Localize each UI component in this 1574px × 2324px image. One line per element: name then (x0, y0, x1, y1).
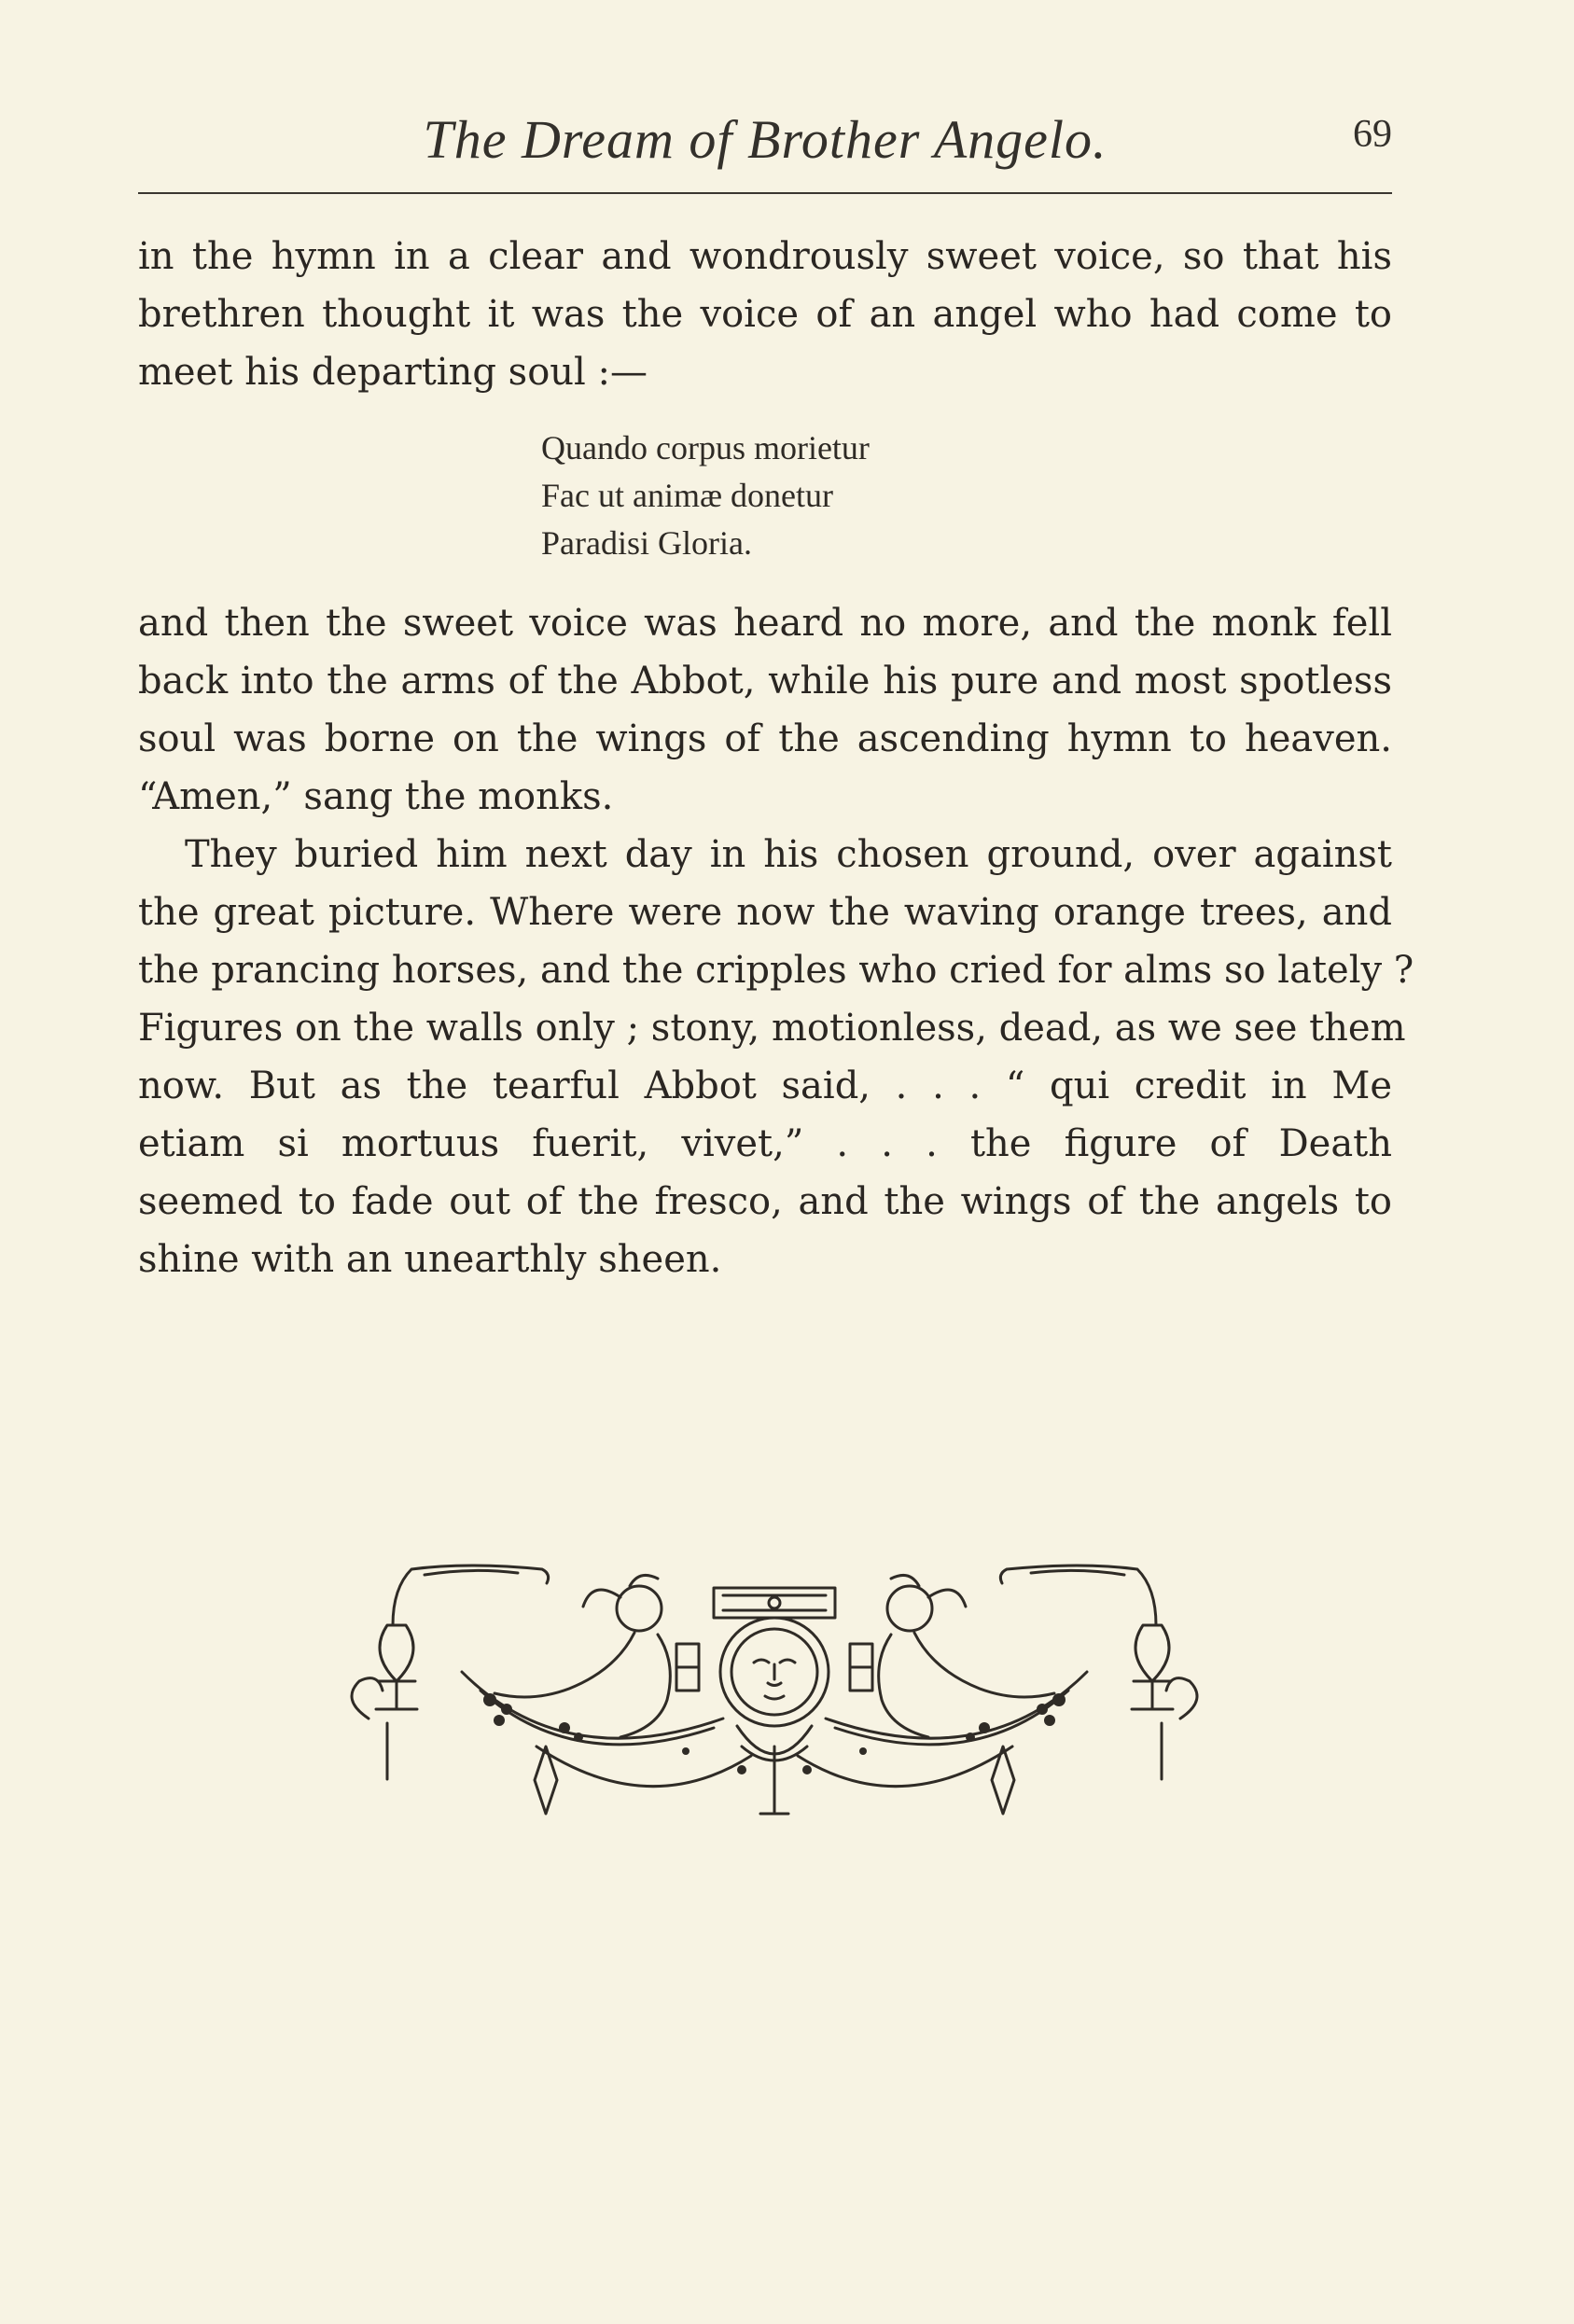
running-head (138, 104, 1392, 179)
text-line: in the hymn in a clear and wondrously sweet voice, so that his (138, 235, 1392, 278)
text-line: soul was borne on the wings of the ascending hymn to heaven. (138, 717, 1392, 760)
text-line: meet his departing soul :— (138, 351, 648, 394)
text-line: back into the arms of the Abbot, while his pure and most spotless (138, 660, 1392, 703)
verse-line: Fac ut animæ donetur (541, 477, 833, 514)
text-line: seemed to fade out of the fresco, and the wings of the angels to (138, 1180, 1392, 1223)
text-line: now. But as the tearful Abbot said, . . . “ qui credit in Me (138, 1065, 1392, 1107)
text-line: “Amen,” sang the monks. (138, 775, 614, 818)
paragraph-2 (138, 594, 1392, 826)
latin-verse (541, 424, 870, 567)
page-number: 69 (1353, 113, 1392, 156)
paragraph-3 (138, 826, 1414, 1288)
text-line: brethren thought it was the voice of an angel who had come to (138, 293, 1392, 336)
verse-line: Paradisi Gloria. (541, 524, 752, 562)
text-line: Figures on the walls only ; stony, motionless, dead, as we see them (138, 1007, 1406, 1050)
running-title: The Dream of Brother Angelo. (423, 109, 1107, 170)
text-line: the prancing horses, and the cripples who cried for alms so lately ? (138, 949, 1414, 992)
text-line: They buried him next day in his chosen ground, over against (185, 833, 1392, 876)
text-line: etiam si mortuus fuerit, vivet,” . . . the figure of Death (138, 1122, 1392, 1165)
paragraph-1 (138, 228, 1392, 401)
verse-line: Quando corpus morietur (541, 429, 870, 466)
header-rule (138, 192, 1392, 194)
tailpiece-ornament-icon (350, 1560, 1199, 1840)
text-line: the great picture. Where were now the waving orange trees, and (138, 891, 1392, 934)
text-line: shine with an unearthly sheen. (138, 1238, 722, 1281)
text-line: and then the sweet voice was heard no more, and the monk fell (138, 602, 1392, 645)
